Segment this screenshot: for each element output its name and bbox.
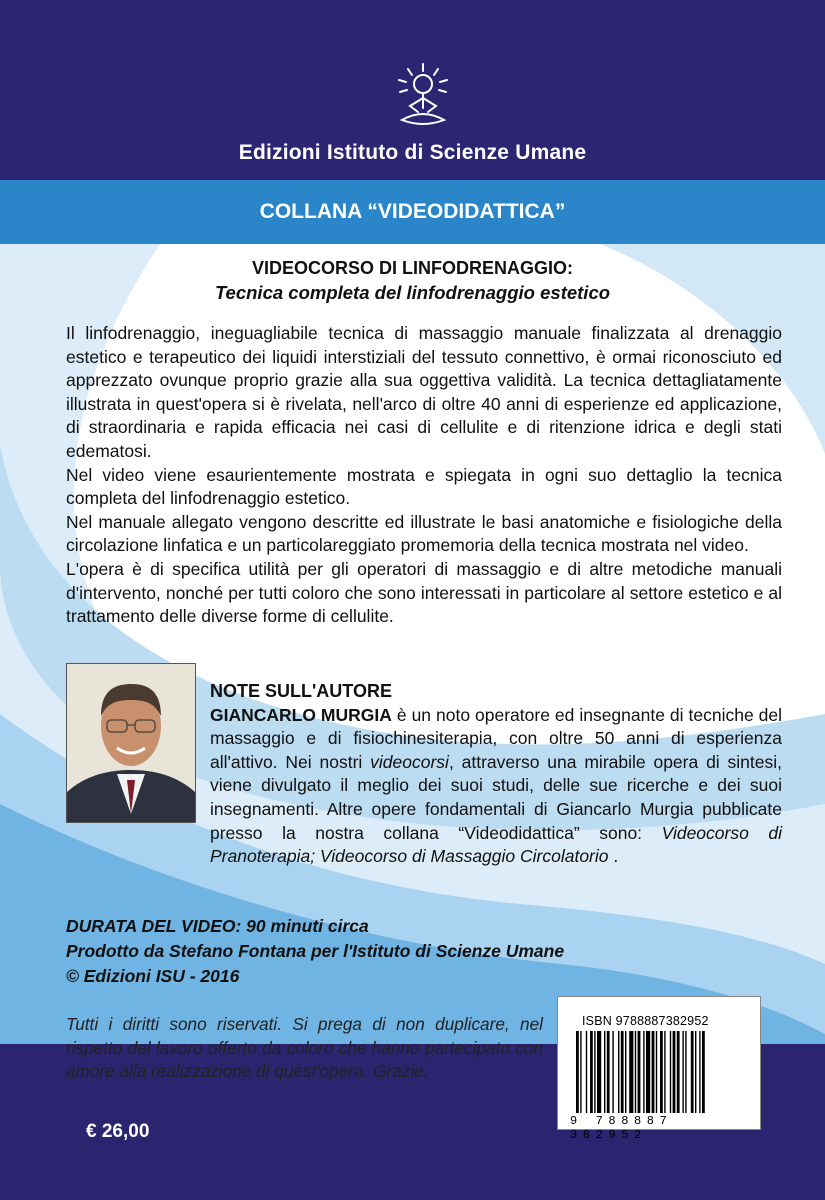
barcode-icon <box>576 1031 744 1113</box>
producer-credit: Prodotto da Stefano Fontana per l'Istituto di Scienze Umane <box>66 941 565 961</box>
author-bio <box>210 704 782 869</box>
author-other-works: Videocorso di Pranoterapia; Videocorso di Massaggio Circolatorio <box>210 822 782 867</box>
isbn-barcode-box <box>557 996 761 1142</box>
collana-title: COLLANA “VIDEODIDATTICA” <box>259 200 566 223</box>
author-bio-videocorsi: videocorsi <box>370 751 449 772</box>
author-bio-end: . <box>608 846 619 867</box>
copyright: © Edizioni ISU - 2016 <box>66 966 240 986</box>
description-paragraph: Nel manuale allegato vengono descritte ed illustrate le basi anatomiche e fisiologiche della circolazione linfatica e un particolareggiato promemoria della tecnica mostrata nel video. <box>66 511 782 556</box>
video-credits <box>66 914 686 989</box>
author-notes <box>66 680 782 869</box>
meditation-sun-logo-icon <box>390 62 456 132</box>
description-paragraph: L'opera è di specifica utilità per gli operatori di massaggio e di altre metodiche manuali d'intervento, nonché per tutti coloro che sono interessati in particolare al settore estetico e al trattamento delle diverse forme di cellulite. <box>66 558 782 627</box>
course-title: VIDEOCORSO DI LINFODRENAGGIO: <box>251 258 573 278</box>
description-paragraph: Nel video viene esaurientemente mostrata e spiegata in ogni suo dettaglio la tecnica completa del linfodrenaggio estetico. <box>66 464 782 509</box>
video-duration: DURATA DEL VIDEO: 90 minuti circa <box>66 916 369 936</box>
description <box>66 322 782 629</box>
author-bio-text: è un noto operatore ed insegnante di tecniche del massaggio e di fisiochinesiterapia, con oltre 50 anni di esperienza all'attivo. Nei nostri <box>210 704 782 772</box>
isbn-label: ISBN 9788887382952 <box>582 1014 709 1028</box>
author-name: GIANCARLO MURGIA <box>210 704 392 725</box>
author-bio-text-2: , attraverso una mirabile opera di sintesi, viene divulgato il meglio dei suoi studi, delle sue ricerche e dei suoi insegnamenti. Altre opere fondamentali di Giancarlo Murgia pubblicate presso la nostra collana “Videodidattica” sono: <box>210 751 782 843</box>
description-paragraph: Il linfodrenaggio, ineguagliabile tecnica di massaggio manuale finalizzata al drenaggio estetico e terapeutico dei liquidi interstiziali del tessuto connettivo, è ormai riconosciuto ed apprezzato ovunque proprio grazie alla sua oggettiva validità. La tecnica dettagliatamente illustrata in quest'opera si è rivelata, nell'arco di oltre 40 anni di esperienze ed applicazione, di straordinaria e rapida efficacia nei casi di cellulite e di ritenzione idrica e degli stati edematosi. <box>66 323 782 461</box>
course-subtitle: Tecnica completa del linfodrenaggio estetico <box>214 282 611 303</box>
rights-notice: Tutti i diritti sono riservati. Si prega di non duplicare, nel rispetto del lavoro offerto da coloro che hanno partecipato con amore alla realizzazione di quest'opera. Grazie. <box>66 1014 543 1081</box>
price: € 26,00 <box>86 1121 150 1142</box>
top-band <box>0 0 825 180</box>
publisher-name: Edizioni Istituto di Scienze Umane <box>238 141 587 164</box>
barcode-digits: 9 788887 382952 <box>570 1114 673 1142</box>
author-heading: NOTE SULL'AUTORE <box>210 681 392 701</box>
collana-band <box>0 180 825 244</box>
